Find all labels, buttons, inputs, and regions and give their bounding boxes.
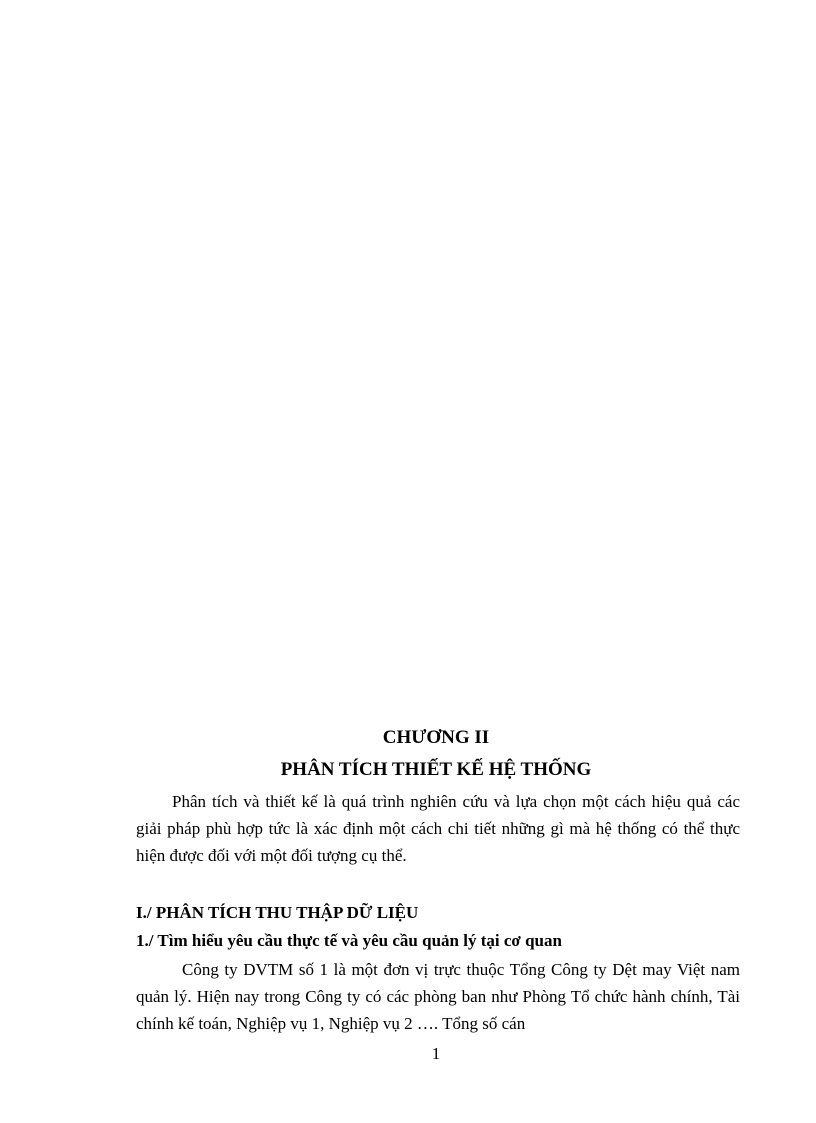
page-number: 1 [431,1044,441,1063]
intro-paragraph-block [136,788,740,869]
subsection-heading: 1./ Tìm hiểu yêu cầu thực tế và yêu cầu quản lý tại cơ quan [136,931,562,950]
intro-paragraph: Phân tích và thiết kế là quá trình nghiên cứu và lựa chọn một cách hiệu quả các giải pháp phù hợp tức là xác định một cách chi tiết những gì mà hệ thống có thể thực hiện được đối với một đối tượng cụ thể. [136,792,740,865]
chapter-number: CHƯƠNG II [382,727,490,748]
body-paragraph: Công ty DVTM số 1 là một đơn vị trực thuộc Tổng Công ty Dệt may Việt nam quản lý. Hiện nay trong Công ty có các phòng ban như Phòng Tổ chức hành chính, Tài chính kế toán, Nghiệp vụ 1, Nghiệp vụ 2 …. Tổng số cán [136,960,740,1033]
chapter-title: PHÂN TÍCH THIẾT KẾ HỆ THỐNG [280,759,592,780]
body-paragraph-block [136,956,740,1037]
section-heading: I./ PHÂN TÍCH THU THẬP DỮ LIỆU [136,903,419,922]
